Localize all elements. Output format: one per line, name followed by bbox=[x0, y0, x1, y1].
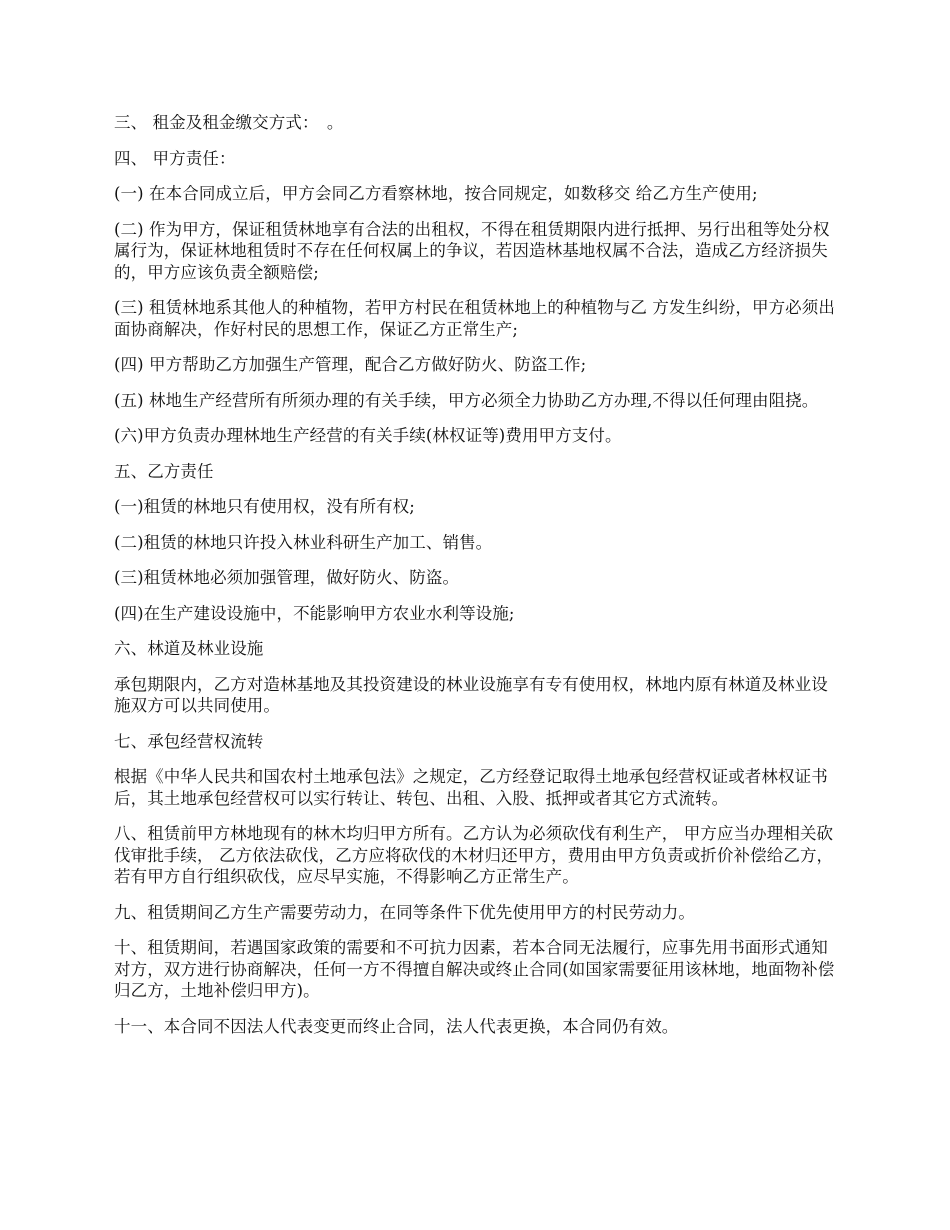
section-8-timber: 八、租赁前甲方林地现有的林木均归甲方所有。乙方认为必须砍伐有利生产， 甲方应当办理相关砍伐审批手续， 乙方依法砍伐，乙方应将砍伐的木材归还甲方，费用由甲方负责或折价补偿给乙方，若有甲方自行组织砍伐，应尽早实施，不得影响乙方正常生产。 bbox=[114, 824, 834, 886]
clause-4-2: (二) 作为甲方，保证租赁林地享有合法的出租权，不得在租赁期限内进行抵押、另行出租等处分权属行为，保证林地租赁时不存在任何权属上的争议，若因造林基地权属不合法，造成乙方经济损失的，甲方应该负责全额赔偿; bbox=[114, 219, 830, 282]
section-10-force-majeure: 十、租赁期间，若遇国家政策的需要和不可抗力因素，若本合同无法履行，应事先用书面形式通知对方，双方进行协商解决，任何一方不得擅自解决或终止合同(如国家需要征用该林地，地面物补偿归乙方，土地补偿归甲方)。 bbox=[114, 938, 835, 1000]
clause-5-1: (一)租赁的林地只有使用权，没有所有权; bbox=[114, 497, 415, 516]
section-7-transfer: 七、承包经营权流转 bbox=[114, 731, 264, 751]
section-5-party-b-duties: 五、乙方责任 bbox=[114, 461, 214, 481]
section-6-body: 承包期限内，乙方对造林基地及其投资建设的林业设施享有专有使用权，林地内原有林道及林业设施双方可以共同使用。 bbox=[114, 674, 828, 715]
clause-4-3: (三) 租赁林地系其他人的种植物，若甲方村民在租赁林地上的种植物与乙 方发生纠纷，甲方必须出面协商解决，作好村民的思想工作，保证乙方正常生产; bbox=[114, 298, 835, 339]
clause-5-2: (二)租赁的林地只许投入林业科研生产加工、销售。 bbox=[114, 532, 493, 552]
clause-5-4: (四)在生产建设设施中，不能影响甲方农业水利等设施; bbox=[114, 603, 515, 623]
clause-5-3: (三)租赁林地必须加强管理，做好防火、防盗。 bbox=[114, 568, 460, 587]
clause-4-5: (五) 林地生产经营所有所须办理的有关手续，甲方必须全力协助乙方办理,不得以任何理由阻挠。 bbox=[114, 390, 819, 410]
section-6-forest-roads: 六、林道及林业设施 bbox=[114, 639, 264, 658]
section-7-body: 根据《中华人民共和国农村土地承包法》之规定，乙方经登记取得土地承包经营权证或者林权证书后，其土地承包经营权可以实行转让、转包、出租、入股、抵押或者其它方式流转。 bbox=[114, 767, 828, 808]
section-3-rent-payment: 三、 租金及租金缴交方式： 。 bbox=[114, 113, 344, 132]
section-9-labor: 九、租赁期间乙方生产需要劳动力，在同等条件下优先使用甲方的村民劳动力。 bbox=[114, 902, 695, 922]
clause-4-6: (六)甲方负责办理林地生产经营的有关手续(林权证等)费用甲方支付。 bbox=[114, 426, 622, 445]
section-11-representative: 十一、本合同不因法人代表变更而终止合同，法人代表更换，本合同仍有效。 bbox=[114, 1016, 679, 1036]
section-4-party-a-duties: 四、 甲方责任： bbox=[114, 148, 236, 168]
clause-4-1: (一) 在本合同成立后，甲方会同乙方看察林地，按合同规定，如数移交 给乙方生产使用; bbox=[114, 184, 758, 203]
clause-4-4: (四) 甲方帮助乙方加强生产管理，配合乙方做好防火、防盗工作; bbox=[114, 355, 587, 374]
